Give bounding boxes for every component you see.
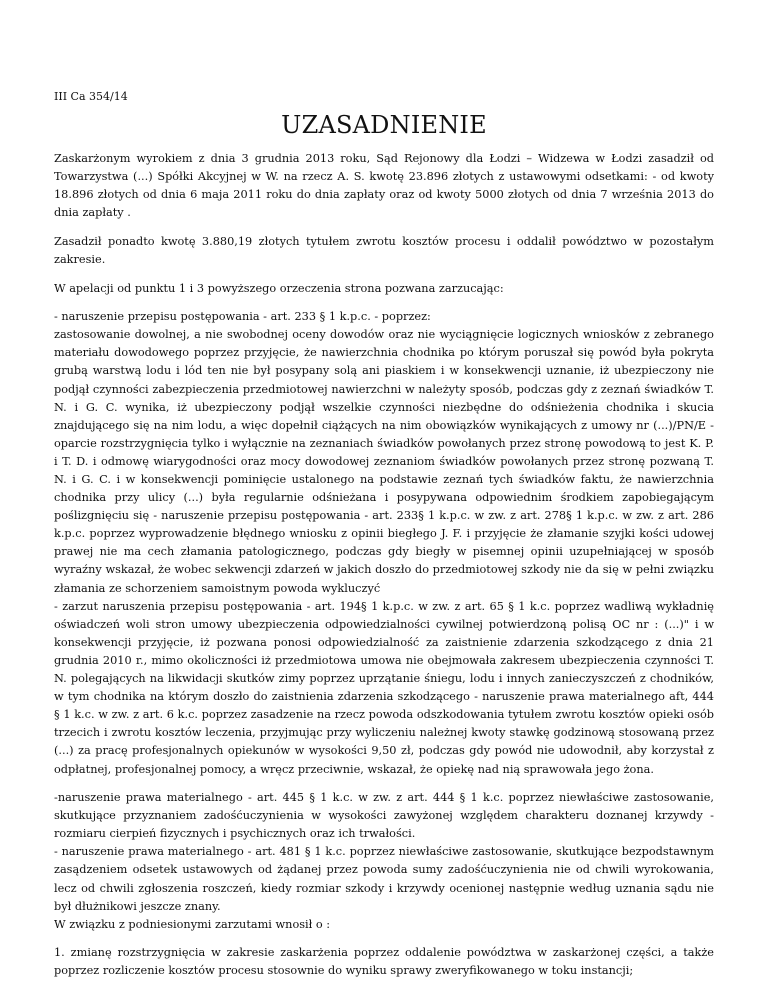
plea-heading: - naruszenie przepisu postępowania - art. 233 § 1 k.p.c. - poprzez: [54, 310, 431, 324]
paragraph-judgment: Zaskarżonym wyrokiem z dnia 3 grudnia 2013 roku, Sąd Rejonowy dla Łodzi – Widzewa w Łodzi zasadził od Towarzystwa (...) Spółki Akcyjnej w W. na rzecz A. S. kwotę 23.896 złotych z ustawowymi odsetkami: - od kwoty 18.896 złotych od dnia 6 maja 2011 roku do dnia zapłaty oraz od kwoty 5000 złotych od dnia 7 września 2013 do dnia zapłaty . [54, 152, 714, 220]
requests-intro: W związku z podniesionymi zarzutami wnosił o : [54, 917, 331, 931]
paragraph-plea-2 [54, 789, 714, 934]
plea-interest: - naruszenie prawa materialnego - art. 481 § 1 k.c. poprzez niewłaściwe zastosowanie, skutkujące bezpodstawnym zasądzeniem odsetek ustawowych od żądanej przez powoda sumy zadośćuczynienia nie od chwili wyrokowania, lecz od chwili zgłoszenia roszczeń, kiedy rozmiar szkody i krzywdy ocenionej następnie według uznania sądu nie był dłużnikowi jeszcze znany. [54, 845, 714, 913]
plea-insurance: - zarzut naruszenia przepisu postępowania - art. 194§ 1 k.p.c. w zw. z art. 65 § 1 k.c. poprzez wadliwą wykładnię oświadczeń woli stron umowy ubezpieczenia odpowiedzialności cywilnej potwierdzoną polisą OC nr : (...)" i w konsekwencji przyjęcie, iż pozwana ponosi odpowiedzialność za zaistnienie zdarzenia szkodzącego z dnia 21 grudnia 2010 r., mimo okoliczności iż przedmiotowa umowa nie obejmowała zakresem ubezpieczenia czynności T. N. polegających na likwidacji skutków zimy poprzez uprzątanie śniegu, lodu i innych zanieczyszczeń z chodników, w tym chodnika na którym doszło do zaistnienia zdarzenia szkodzącego - naruszenie prawa materialnego aft, 444 § 1 k.c. w zw. z art. 6 k.c. poprzez zasadzenie na rzecz powoda odszkodowania tytułem zwrotu kosztów opieki osób trzecich i zwrotu kosztów leczenia, przyjmując przy wyliczeniu należnej kwoty stawkę godzinową stosowaną przez (...) za pracę profesjonalnych opiekunów w wysokości 9,50 zł, podczas gdy powód nie udowodnił, aby korzystał z odpłatnej, profesjonalnej pomocy, a wręcz przeciwnie, wskazał, że opiekę nad nią sprawowała jego żona. [54, 599, 714, 776]
paragraph-appeal-intro: W apelacji od punktu 1 i 3 powyższego orzeczenia strona pozwana zarzucając: [54, 281, 504, 295]
document-title: UZASADNIENIE [281, 111, 487, 139]
paragraph-request-1: 1. zmianę rozstrzygnięcia w zakresie zaskarżenia poprzez oddalenie powództwa w zaskarżonej części, a także poprzez rozliczenie kosztów procesu stosownie do wyniku sprawy zweryfikowanego w toku instancji; [54, 946, 714, 978]
plea-compensation: -naruszenie prawa materialnego - art. 445 § 1 k.c. w zw. z art. 444 § 1 k.c. poprzez niewłaściwe zastosowanie, skutkujące przyznaniem zadośćuczynienia w wysokości zawyżonej względem charakteru doznanej krzywdy - rozmiaru cierpień fizycznych i psychicznych oraz ich trwałości. [54, 791, 714, 841]
document-body [54, 150, 714, 991]
case-number: III Ca 354/14 [54, 90, 128, 103]
plea-evidence: zastosowanie dowolnej, a nie swobodnej oceny dowodów oraz nie wyciągnięcie logicznych wniosków z zebranego materiału dowodowego poprzez przyjęcie, że nawierzchnia chodnika po którym poruszał się powód była pokryta grubą warstwą lodu i lód ten nie był posypany solą ani piaskiem i w konsekwencji uznanie, iż ubezpieczony nie podjął czynności zabezpieczenia przedmiotowej nawierzchni w należyty sposób, podczas gdy z zeznań świadków T. N. i G. C. wynika, iż ubezpieczony podjął wszelkie czynności niezbędne do odśnieżenia chodnika i skucia znajdującego się na nim lodu, a więc dopełnił ciążących na nim obowiązków wynikających z umowy nr (...)/PN/E - oparcie rozstrzygnięcia tylko i wyłącznie na zeznaniach świadków powołanych przez stronę powodową to jest K. P. i T. D. i odmowę wiarygodności oraz mocy dowodowej zeznaniom świadków powołanych przez stronę pozwaną T. N. i G. C. i w konsekwencji pominięcie ustalonego na podstawie zeznań tych świadków faktu, że nawierzchnia chodnika przy ulicy (...) była regularnie odśnieżana i posypywana odpowiednim środkiem zapobiegającym poślizgnięciu się - naruszenie przepisu postępowania - art. 233§ 1 k.p.c. w zw. z art. 278§ 1 k.p.c. w zw. z art. 286 k.p.c. poprzez wyprowadzenie błędnego wniosku z opinii biegłego J. F. i przyjęcie że złamanie szyjki kości udowej prawej nie ma cech złamania patologicznego, podczas gdy biegły w pisemnej opinii uzupełniającej w sposób wyraźny wskazał, że wobec sekwencji zdarzeń w jakich doszło do przedmiotowej szkody nie da się w pełni związku złamania ze schorzeniem samoistnym powoda wykluczyć [54, 328, 714, 595]
paragraph-plea-1 [54, 308, 714, 778]
paragraph-costs: Zasadził ponadto kwotę 3.880,19 złotych tytułem zwrotu kosztów procesu i oddalił powództwo w pozostałym zakresie. [54, 234, 714, 266]
